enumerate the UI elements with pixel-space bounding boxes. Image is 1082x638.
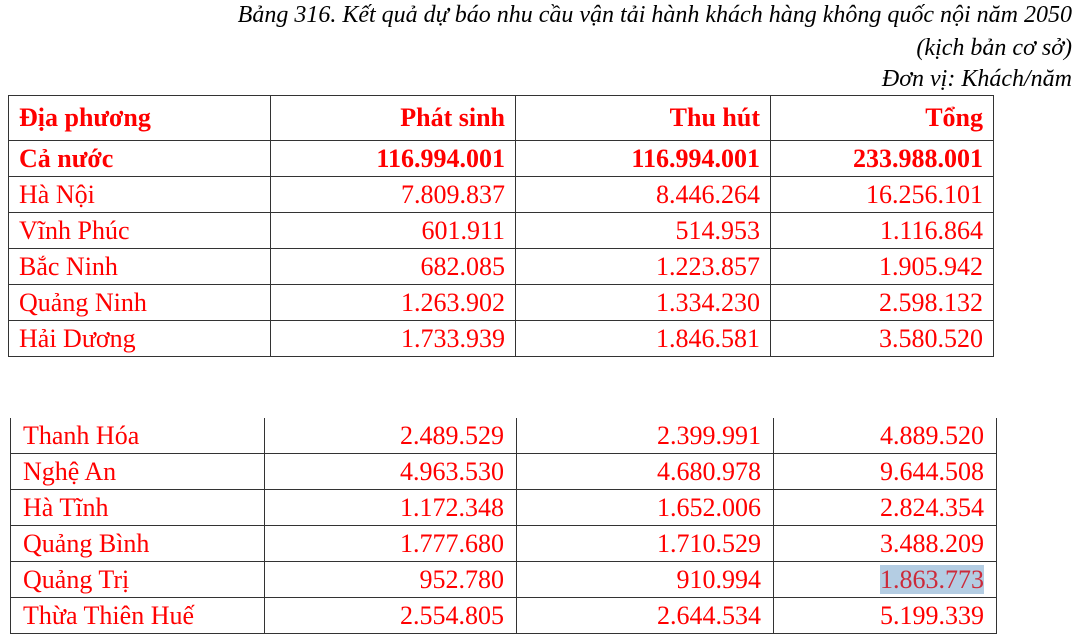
cell-region: Thừa Thiên Huế: [11, 598, 265, 634]
cell-generated: 2.554.805: [265, 598, 517, 634]
cell-region: Địa phương: [9, 96, 271, 141]
cell-region: Hà Tĩnh: [11, 490, 265, 526]
forecast-table-part2: [10, 418, 997, 634]
cell-total: 1.905.942: [771, 249, 994, 285]
cell-region: Hà Nội: [9, 177, 271, 213]
cell-total: 1.116.864: [771, 213, 994, 249]
cell-generated: 4.963.530: [265, 454, 517, 490]
cell-attracted: 1.710.529: [517, 526, 774, 562]
cell-total: 3.488.209: [774, 526, 997, 562]
cell-total: 5.199.339: [774, 598, 997, 634]
cell-total: 16.256.101: [771, 177, 994, 213]
cell-total: Tổng: [771, 96, 994, 141]
table-row: [11, 526, 997, 562]
table-row: [11, 418, 997, 454]
table-row: [11, 454, 997, 490]
cell-total: 233.988.001: [771, 141, 994, 177]
cell-attracted: 1.846.581: [516, 321, 771, 357]
total-row: [9, 141, 994, 177]
cell-generated: 1.172.348: [265, 490, 517, 526]
cell-generated: 116.994.001: [271, 141, 516, 177]
cell-total: 2.598.132: [771, 285, 994, 321]
selected-text[interactable]: 1.863.773: [880, 564, 984, 594]
cell-region: Thanh Hóa: [11, 418, 265, 454]
table-row: [9, 177, 994, 213]
table-caption-title: Bảng 316. Kết quả dự báo nhu cầu vận tải hành khách hàng không quốc nội năm 2050: [237, 2, 1072, 28]
cell-region: Nghệ An: [11, 454, 265, 490]
table-row: [11, 490, 997, 526]
cell-region: Vĩnh Phúc: [9, 213, 271, 249]
cell-generated: 682.085: [271, 249, 516, 285]
table-row: [9, 321, 994, 357]
cell-attracted: 1.223.857: [516, 249, 771, 285]
unit-label: Đơn vị: Khách/năm: [881, 66, 1072, 92]
forecast-table-part1: [8, 95, 994, 357]
cell-region: Bắc Ninh: [9, 249, 271, 285]
cell-attracted: 910.994: [517, 562, 774, 598]
cell-region: Quảng Trị: [11, 562, 265, 598]
cell-attracted: 514.953: [516, 213, 771, 249]
cell-attracted: 1.334.230: [516, 285, 771, 321]
cell-total: 4.889.520: [774, 418, 997, 454]
cell-region: Cả nước: [9, 141, 271, 177]
cell-region: Quảng Ninh: [9, 285, 271, 321]
cell-attracted: 2.399.991: [517, 418, 774, 454]
table-row: [11, 562, 997, 598]
cell-region: Quảng Bình: [11, 526, 265, 562]
cell-attracted: 8.446.264: [516, 177, 771, 213]
cell-region: Hải Dương: [9, 321, 271, 357]
cell-attracted: 4.680.978: [517, 454, 774, 490]
cell-attracted: 2.644.534: [517, 598, 774, 634]
cell-total: 9.644.508: [774, 454, 997, 490]
cell-generated: 7.809.837: [271, 177, 516, 213]
table-row: [9, 285, 994, 321]
table-row: [9, 213, 994, 249]
cell-attracted: Thu hút: [516, 96, 771, 141]
header-row: [9, 96, 994, 141]
table-caption-subtitle: (kịch bản cơ sở): [916, 35, 1072, 61]
cell-generated: 1.263.902: [271, 285, 516, 321]
cell-generated: Phát sinh: [271, 96, 516, 141]
cell-attracted: 1.652.006: [517, 490, 774, 526]
cell-generated: 952.780: [265, 562, 517, 598]
cell-attracted: 116.994.001: [516, 141, 771, 177]
cell-total: 2.824.354: [774, 490, 997, 526]
cell-total: 3.580.520: [771, 321, 994, 357]
cell-generated: 601.911: [271, 213, 516, 249]
table-row: [9, 249, 994, 285]
cell-generated: 2.489.529: [265, 418, 517, 454]
table-row: [11, 598, 997, 634]
cell-total: [774, 562, 997, 598]
cell-generated: 1.777.680: [265, 526, 517, 562]
cell-generated: 1.733.939: [271, 321, 516, 357]
